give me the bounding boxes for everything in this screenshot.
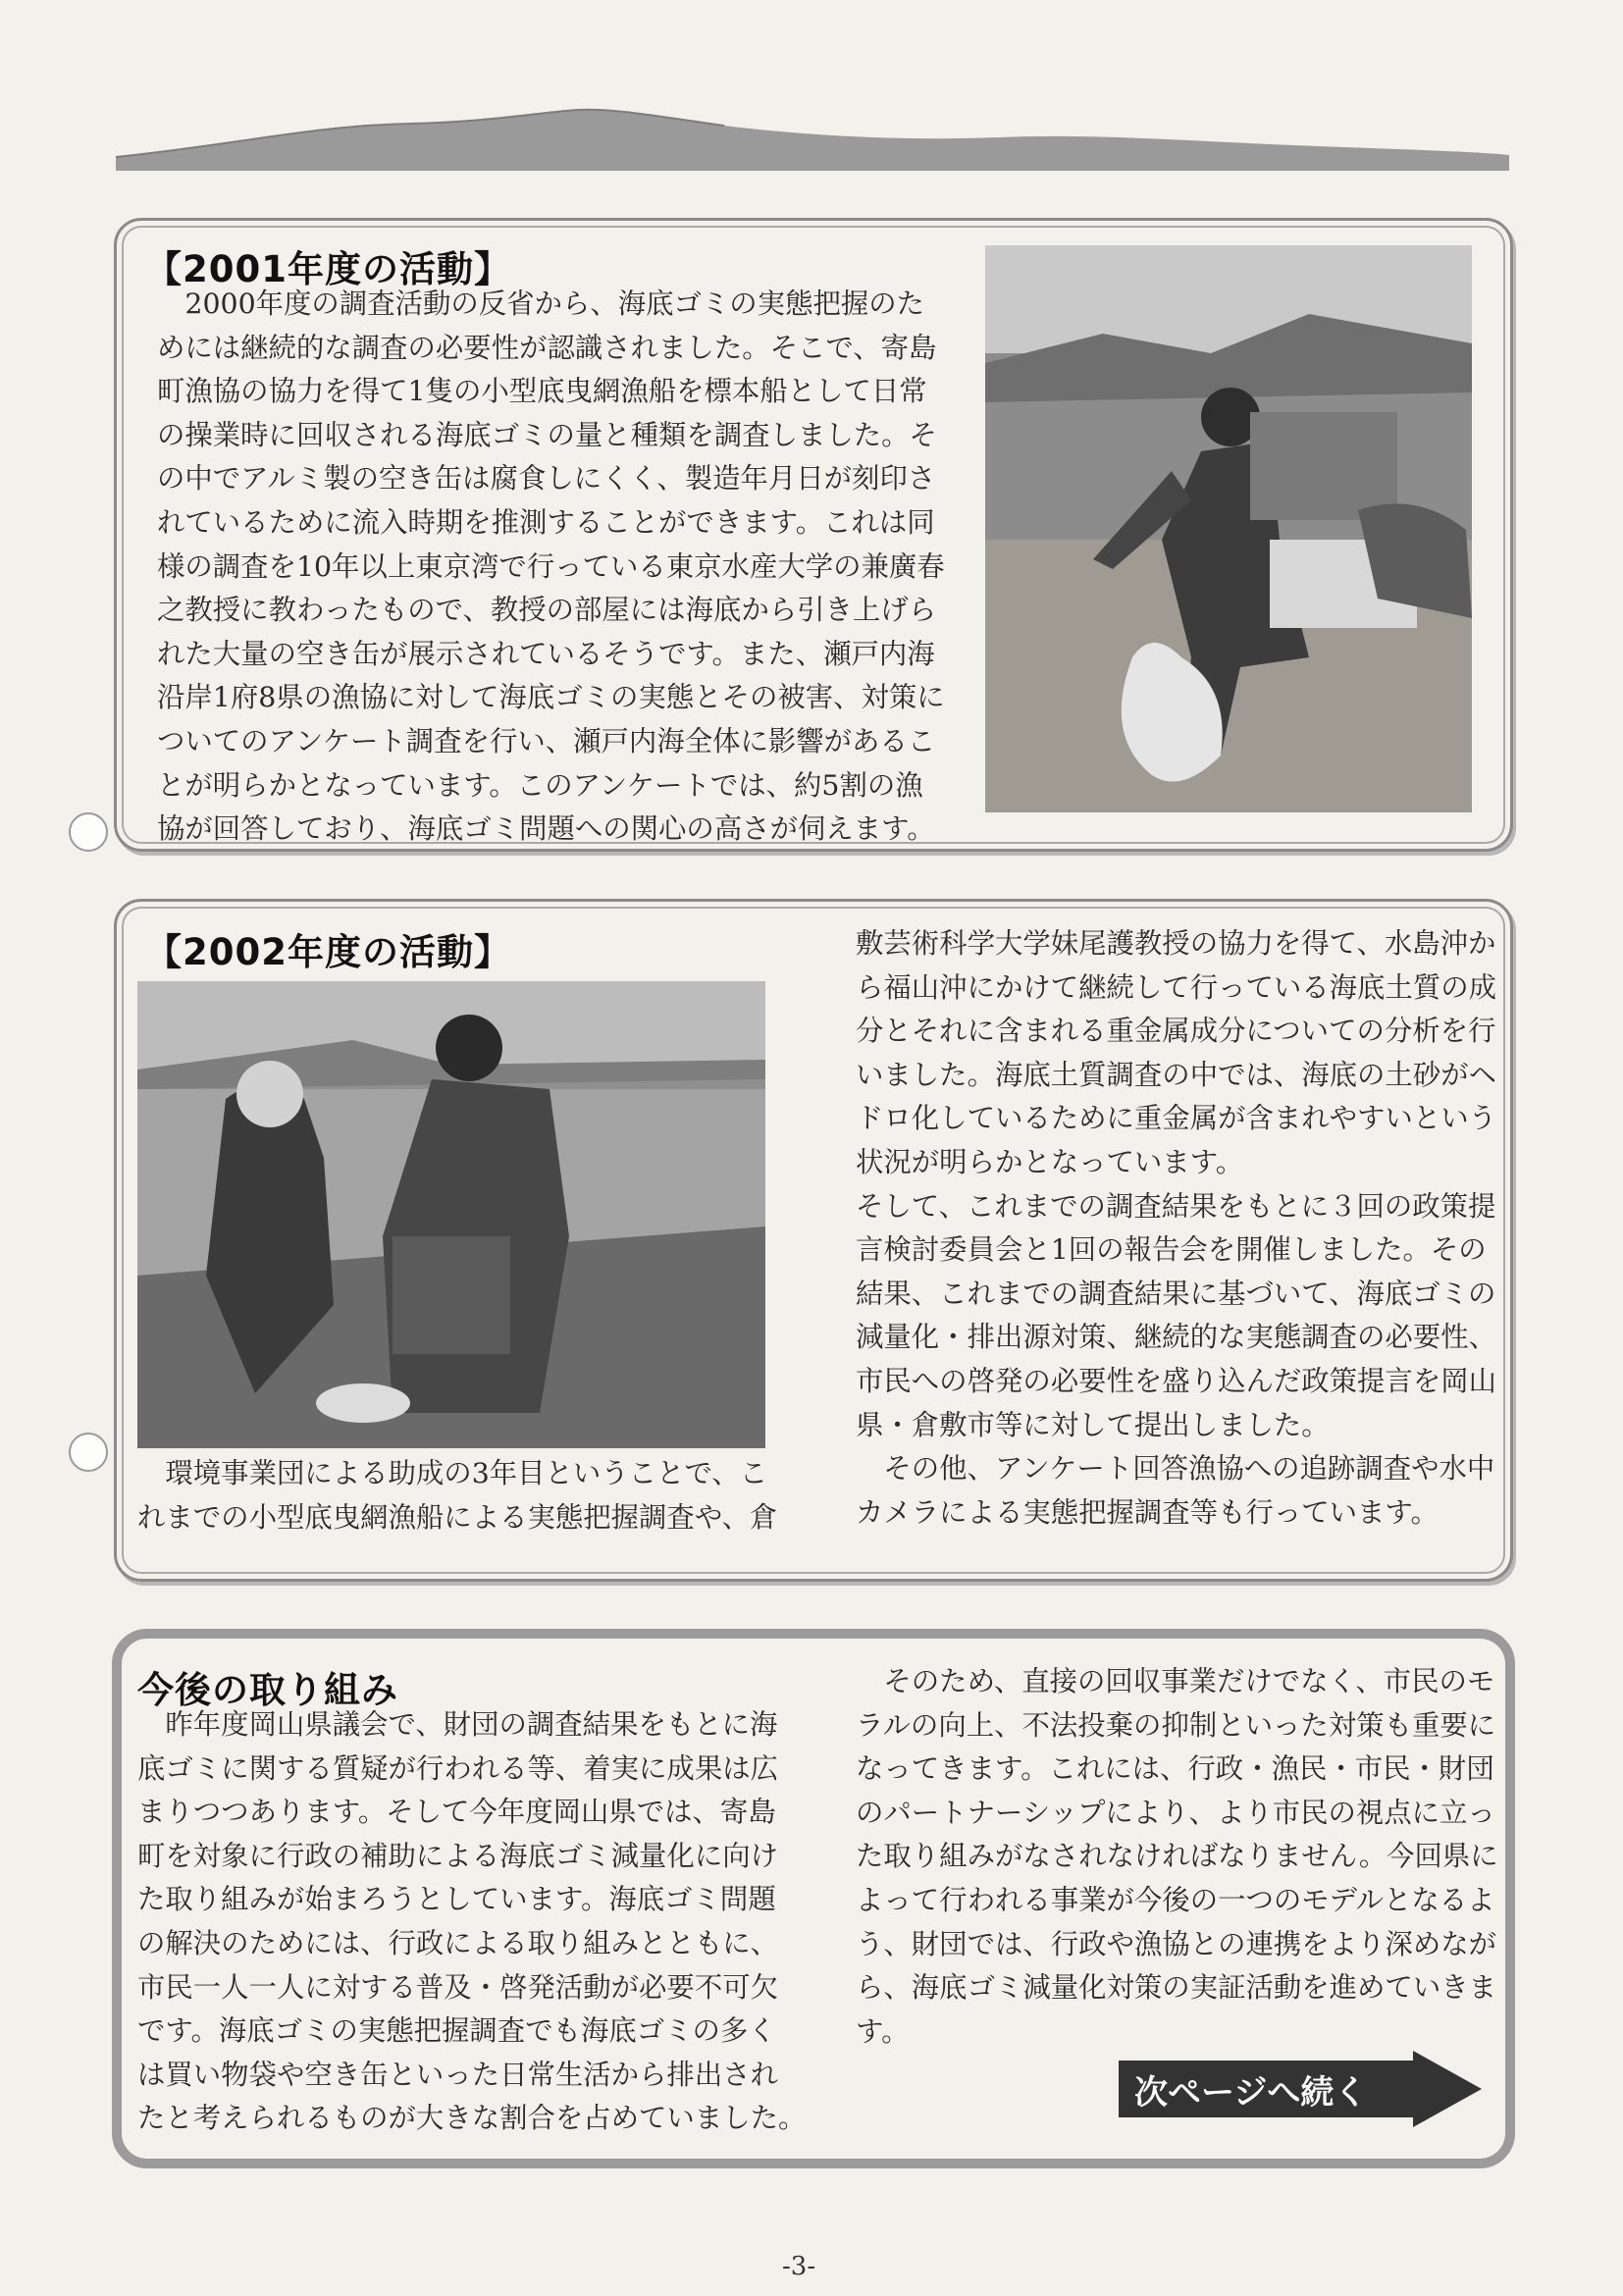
text-line: 敷芸術科学大学妹尾護教授の協力を得て、水島沖か xyxy=(856,927,1496,960)
text-line: 減量化・排出源対策、継続的な実態調査の必要性、 xyxy=(856,1321,1496,1354)
text-line: れまでの小型底曳網漁船による実態把握調査や、倉 xyxy=(137,1500,778,1534)
text-line: めには継続的な調査の必要性が認識されました。そこで、寄島 xyxy=(157,331,937,364)
text-line: た取り組みがなされなければなりません。今回県に xyxy=(856,1840,1498,1873)
text-line: そして、これまでの調査結果をもとに３回の政策提 xyxy=(856,1189,1496,1223)
future-heading: 今後の取り組み xyxy=(137,1669,398,1711)
next-page-label[interactable]: 次ページへ続く xyxy=(1134,2073,1368,2113)
photo-survey-on-shore xyxy=(985,245,1472,812)
header-wave-decoration xyxy=(116,106,1509,184)
section-2002-heading: 【2002年度の活動】 xyxy=(145,931,511,973)
binder-hole-top xyxy=(69,812,108,852)
future-left-body xyxy=(137,1703,806,2141)
section-2001-body xyxy=(157,283,945,852)
text-line: 市民への啓発の必要性を盛り込んだ政策提言を岡山 xyxy=(856,1364,1496,1397)
text-line: ドロ化しているために重金属が含まれやすいという xyxy=(856,1102,1496,1135)
text-line: ついてのアンケート調査を行い、瀬戸内海全体に影響があるこ xyxy=(157,724,936,757)
text-line: は買い物袋や空き缶といった日常生活から排出され xyxy=(137,2058,778,2091)
text-line: 昨年度岡山県議会で、財団の調査結果をもとに海 xyxy=(137,1708,778,1741)
text-line: 分とそれに含まれる重金属成分についての分析を行 xyxy=(856,1015,1496,1048)
text-line: 之教授に教わったもので、教授の部屋には海底から引き上げら xyxy=(157,594,937,627)
text-line: 町漁協の協力を得て1隻の小型底曳網漁船を標本船として日常 xyxy=(157,375,927,408)
future-right-body xyxy=(856,1660,1498,2054)
photo-survey-on-boat xyxy=(137,981,765,1448)
text-line: 協が回答しており、海底ゴミ問題への関心の高さが伺えます。 xyxy=(157,812,935,846)
text-line: その他、アンケート回答漁協への追跡調査や水中 xyxy=(856,1452,1495,1486)
text-line: よって行われる事業が今後の一つのモデルとなるよ xyxy=(856,1883,1495,1916)
text-line: 様の調査を10年以上東京湾で行っている東京水産大学の兼廣春 xyxy=(157,549,945,583)
binder-hole-bottom xyxy=(69,1433,108,1472)
text-line: 言検討委員会と1回の報告会を開催しました。その xyxy=(856,1233,1487,1267)
text-line: いました。海底土質調査の中では、海底の土砂がヘ xyxy=(856,1058,1496,1091)
text-line: 環境事業団による助成の3年目ということで、こ xyxy=(137,1457,768,1489)
text-line: 2000年度の調査活動の反省から、海底ゴミの実態把握のた xyxy=(157,287,925,320)
section-2001-heading: 【2001年度の活動】 xyxy=(145,248,511,290)
text-line: ら福山沖にかけて継続して行っている海底土質の成 xyxy=(856,970,1496,1004)
text-line: カメラによる実態把握調査等も行っています。 xyxy=(856,1495,1439,1529)
text-line: です。海底ゴミの実態把握調査でも海底ゴミの多く xyxy=(137,2014,776,2048)
page-number: -3- xyxy=(782,2252,816,2281)
text-line: す。 xyxy=(856,2014,910,2048)
section-2002-left-body xyxy=(137,1452,777,1539)
section-2002-right-body xyxy=(856,922,1496,1535)
text-line: れた大量の空き缶が展示されているそうです。また、瀬戸内海 xyxy=(157,637,935,670)
text-line: う、財団では、行政や漁協との連携をより深めなが xyxy=(856,1927,1496,1960)
text-line: の中でアルミ製の空き缶は腐食しにくく、製造年月日が刻印さ xyxy=(157,462,936,496)
text-line: の解決のためには、行政による取り組みとともに、 xyxy=(137,1926,778,1959)
text-line: まりつつあります。そして今年度岡山県では、寄島 xyxy=(137,1796,776,1829)
text-line: の操業時に回収される海底ゴミの量と種類を調査しました。そ xyxy=(157,418,937,451)
text-line: 市民一人一人に対する普及・啓発活動が必要不可欠 xyxy=(137,1970,778,2004)
text-line: なってきます。これには、行政・漁民・市民・財団 xyxy=(856,1752,1494,1786)
text-line: 沿岸1府8県の漁協に対して海底ゴミの実態とその被害、対策に xyxy=(157,681,945,714)
text-line: ラルの向上、不法投棄の抑制といった対策も重要に xyxy=(856,1708,1496,1742)
text-line: たと考えられるものが大きな割合を占めていました。 xyxy=(137,2102,807,2135)
text-line: ら、海底ゴミ減量化対策の実証活動を進めていきま xyxy=(856,1971,1496,2005)
text-line: れているために流入時期を推測することができます。これは同 xyxy=(157,505,935,539)
text-line: そのため、直接の回収事業だけでなく、市民のモ xyxy=(856,1665,1495,1697)
text-line: 町を対象に行政の補助による海底ゴミ減量化に向け xyxy=(137,1839,778,1872)
text-line: 状況が明らかとなっています。 xyxy=(856,1145,1244,1178)
text-line: のパートナーシップにより、より市民の視点に立っ xyxy=(856,1796,1495,1829)
text-line: た取り組みが始まろうとしています。海底ゴミ問題 xyxy=(137,1883,776,1916)
text-line: 結果、これまでの調査結果に基づいて、海底ゴミの xyxy=(856,1277,1496,1310)
text-line: とが明らかとなっています。このアンケートでは、約5割の漁 xyxy=(157,768,923,802)
text-line: 県・倉敷市等に対して提出しました。 xyxy=(856,1408,1330,1441)
text-line: 底ゴミに関する質疑が行われる等、着実に成果は広 xyxy=(137,1751,778,1785)
